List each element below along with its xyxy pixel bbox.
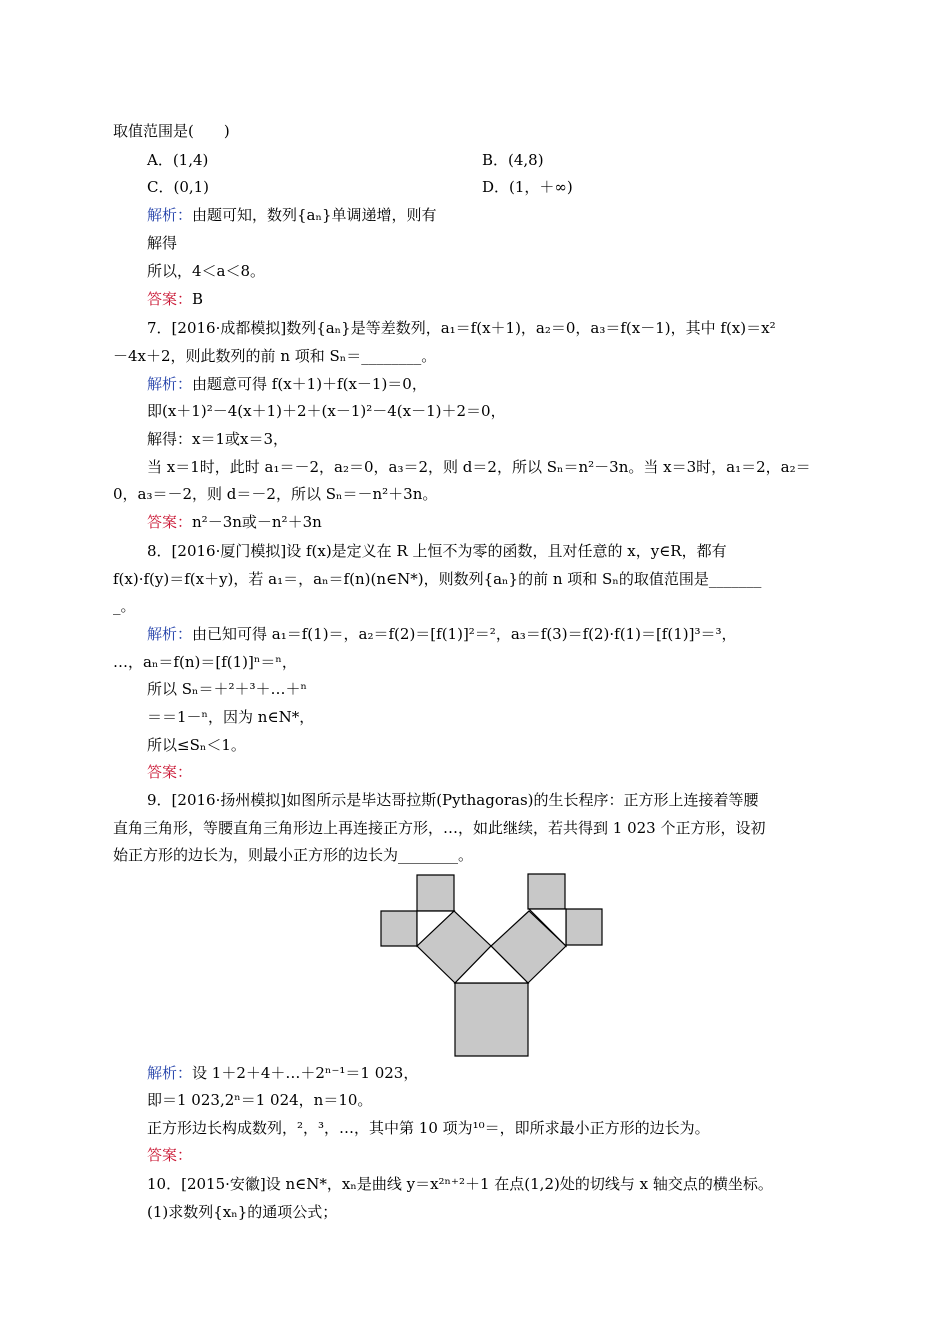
- q9-stem-line1: 9．[2016·扬州模拟]如图所示是毕达哥拉斯(Pythagoras)的生长程序：正方形上连接着等腰: [147, 791, 759, 809]
- q6-explanation-line1: 解析：由题可知，数列{aₙ}单调递增，则有: [147, 206, 437, 224]
- q7-explanation-line5: 0，a₃＝－2，则 d＝－2，所以 Sₙ＝－n²＋3n。: [113, 485, 438, 503]
- pythagoras-tree-figure: [370, 866, 610, 1062]
- q8-answer: [147, 762, 192, 782]
- q9-explanation-line3: 正方形边长构成数列，²，³，…，其中第 10 项为¹⁰＝，即所求最小正方形的边长为。: [147, 1119, 710, 1137]
- q7-stem-line1: 7．[2016·成都模拟]数列{aₙ}是等差数列，a₁＝f(x＋1)，a₂＝0，a₃＝f(x－1)，其中 f(x)＝x²: [147, 319, 776, 337]
- q9-stem-line2: 直角三角形，等腰直角三角形边上再连接正方形，…，如此继续，若共得到 1 023 个正方形，设初: [113, 819, 766, 837]
- q7-explanation-line2: 即(x＋1)²－4(x＋1)＋2＋(x－1)²－4(x－1)＋2＝0，: [147, 402, 506, 420]
- q8-explanation-line2: …，aₙ＝f(n)＝[f(1)]ⁿ＝ⁿ，: [113, 653, 297, 671]
- q8-explanation-line5: 所以≤Sₙ＜1。: [147, 736, 246, 754]
- answer-label: 答案：: [147, 763, 193, 781]
- q7-explanation-line3: 解得：x＝1或x＝3，: [147, 430, 289, 448]
- q9-explanation-line1: 解析：设 1＋2＋4＋…＋2ⁿ⁻¹＝1 023，: [147, 1064, 419, 1082]
- q7-explanation-line1: 解析：由题意可得 f(x＋1)＋f(x－1)＝0，: [147, 375, 427, 393]
- q6-answer: 答案：B: [147, 290, 204, 308]
- q8-explanation-line3: 所以 Sₙ＝＋²＋³＋…＋ⁿ: [147, 680, 308, 698]
- q8-stem-line1: 8．[2016·厦门模拟]设 f(x)是定义在 R 上恒不为零的函数，且对任意的 x，y∈R，都有: [147, 542, 727, 560]
- q6-explanation-line2: 解得: [147, 234, 178, 252]
- explanation-label: 解析：: [147, 625, 193, 643]
- base-square: [455, 983, 528, 1056]
- q10-stem-line1: 10．[2015·安徽]设 n∈N*，xₙ是曲线 y＝x²ⁿ⁺²＋1 在点(1,2)处的切线与 x 轴交点的横坐标。: [147, 1175, 773, 1193]
- q6-explanation-line3: 所以，4＜a＜8。: [147, 262, 266, 280]
- far-right-square: [566, 909, 602, 945]
- q9-stem-line3: 始正方形的边长为，则最小正方形的边长为________。: [113, 846, 474, 864]
- explanation-label: 解析：: [147, 375, 193, 393]
- q7-stem-line2: －4x＋2，则此数列的前 n 项和 Sₙ＝________。: [113, 347, 437, 365]
- q7-answer: 答案：n²－3n或－n²＋3n: [147, 513, 322, 531]
- q8-stem-line3: _。: [113, 597, 136, 615]
- q9-explanation-line2: 即＝1 023,2ⁿ＝1 024，n＝10。: [147, 1091, 373, 1109]
- top-left-square: [417, 875, 454, 911]
- far-left-square: [381, 911, 417, 946]
- answer-label: 答案：: [147, 1146, 193, 1164]
- top-right-square: [528, 874, 565, 909]
- q6-option-d: D．(1，＋∞): [482, 178, 573, 196]
- q6-option-a: A．(1,4): [147, 151, 209, 169]
- q7-explanation-line4: 当 x＝1时，此时 a₁＝－2，a₂＝0，a₃＝2，则 d＝2，所以 Sₙ＝n²－3n。当 x＝3时，a₁＝2，a₂＝: [147, 458, 811, 476]
- q8-explanation-line4: ＝＝1－ⁿ，因为 n∈N*，: [147, 708, 315, 726]
- answer-label: 答案：: [147, 513, 193, 531]
- q9-answer: [147, 1145, 192, 1165]
- explanation-label: 解析：: [147, 1064, 193, 1082]
- q6-option-b: B．(4,8): [482, 151, 544, 169]
- q8-stem-line2: f(x)·f(y)＝f(x＋y)，若 a₁＝，aₙ＝f(n)(n∈N*)，则数列{aₙ}的前 n 项和 Sₙ的取值范围是_______: [113, 570, 762, 588]
- q8-explanation-line1: 解析：由已知可得 a₁＝f(1)＝，a₂＝f(2)＝[f(1)]²＝²，a₃＝f(3)＝f(2)·f(1)＝[f(1)]³＝³，: [147, 625, 737, 643]
- q6-option-c: C．(0,1): [147, 178, 210, 196]
- q10-stem-line2: (1)求数列{xₙ}的通项公式；: [147, 1203, 338, 1221]
- q6-stem-tail: 取值范围是( ): [113, 122, 230, 140]
- explanation-label: 解析：: [147, 206, 193, 224]
- answer-label: 答案：: [147, 290, 193, 308]
